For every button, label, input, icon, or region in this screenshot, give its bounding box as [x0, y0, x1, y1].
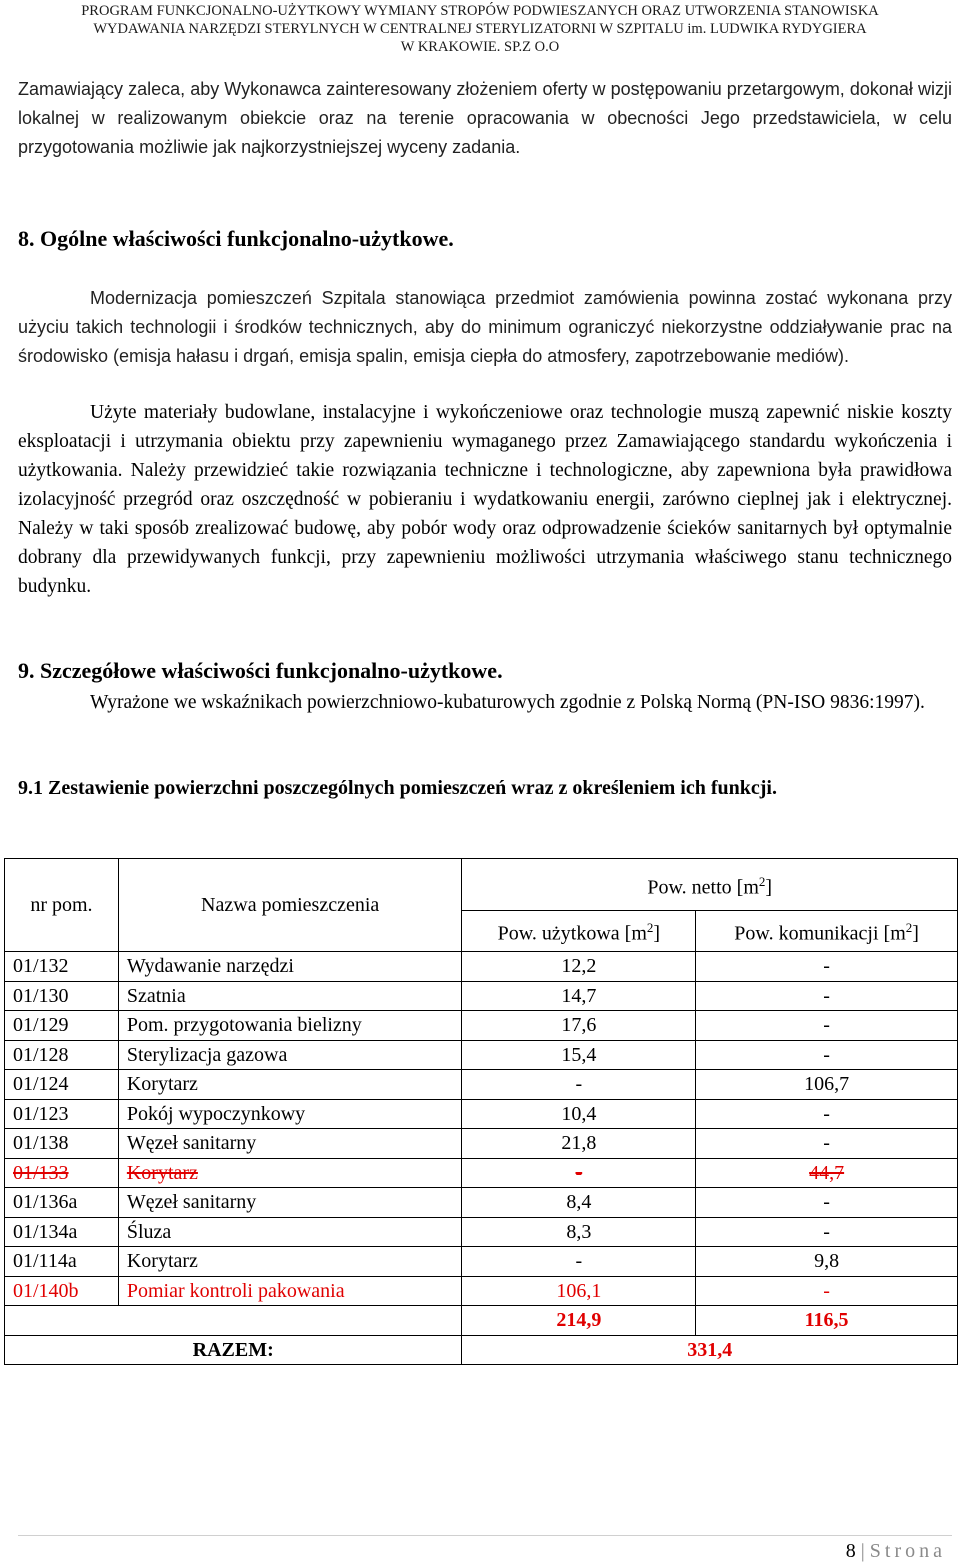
table-cell: Śluza	[118, 1217, 462, 1247]
page-footer	[846, 1540, 946, 1563]
table-row	[5, 1011, 958, 1041]
table-row-struck	[5, 1158, 958, 1188]
table-total-row	[5, 1335, 958, 1365]
footer-divider	[18, 1535, 952, 1536]
table-cell: 12,2	[462, 952, 696, 982]
table-row	[5, 1188, 958, 1218]
table-header-row	[5, 859, 958, 911]
table-cell: 01/132	[5, 952, 119, 982]
footer-strona: Strona	[869, 1540, 946, 1562]
table-cell: 106,7	[696, 1070, 958, 1100]
section-8-heading: 8. Ogólne właściwości funkcjonalno-użytkowe.	[18, 226, 454, 251]
table-cell: Szatnia	[118, 981, 462, 1011]
table-cell: 01/134a	[5, 1217, 119, 1247]
table-cell: Korytarz	[118, 1158, 462, 1188]
table-cell: Pomiar kontroli pakowania	[118, 1276, 462, 1306]
table-cell: 01/124	[5, 1070, 119, 1100]
table-row-highlighted	[5, 1276, 958, 1306]
table-cell: -	[696, 1099, 958, 1129]
table-cell: -	[462, 1247, 696, 1277]
header-net-area: Pow. netto $[m^2]$	[462, 859, 958, 911]
page-number: 8	[845, 1540, 856, 1562]
table-cell: 01/129	[5, 1011, 119, 1041]
section-9-heading: 9. Szczegółowe właściwości funkcjonalno-użytkowe.	[18, 658, 503, 683]
table-cell: Korytarz	[118, 1070, 462, 1100]
table-row	[5, 1099, 958, 1129]
sum-communication: 116,5	[696, 1306, 958, 1336]
table-cell: Korytarz	[118, 1247, 462, 1277]
header-name: Nazwa pomieszczenia	[118, 859, 462, 952]
section-8-paragraph-2: Użyte materiały budowlane, instalacyjne i wykończeniowe oraz technologie muszą zapewnić niskie koszty eksploatacji i utrzymania obiektu przy zapewnieniu wymaganego przez Zamawiającego standardu wykończenia i użytkowania. Należy przewidzieć takie rozwiązania techniczne i technologiczne, aby zapewniona była prawidłowa izolacyjność przegród oraz oszczędność w pobieraniu i wydatkowaniu energii, zarówno cieplnej jak i elektrycznej. Należy w taki sposób zrealizować budowę, aby pobór wody oraz odprowadzenie ścieków sanitarnych był optymalnie dobrany dla przewidywanych funkcji, przy zapewnieniu możliwości utrzymania właściwego stanu technicznego budynku.	[18, 402, 952, 597]
header-line-3: W KRAKOWIE. SP.Z O.O	[400, 39, 560, 55]
table-row	[5, 1040, 958, 1070]
table-cell: 44,7	[696, 1158, 958, 1188]
table-cell: -	[696, 952, 958, 982]
table-cell: -	[696, 981, 958, 1011]
sum-label-empty	[5, 1306, 462, 1336]
total-value: 331,4	[462, 1335, 958, 1365]
rooms-table	[4, 858, 958, 1365]
page-header	[0, 2, 960, 56]
table-row	[5, 952, 958, 982]
header-nr: nr pom.	[5, 859, 119, 952]
table-row	[5, 1247, 958, 1277]
table-cell: -	[696, 1011, 958, 1041]
header-line-2: WYDAWANIA NARZĘDZI STERYLNYCH W CENTRALNEJ STERYLIZATORNI W SZPITALU im. LUDWIKA RYDYGIERA	[93, 21, 867, 37]
table-row	[5, 981, 958, 1011]
header-line-1: PROGRAM FUNKCJONALNO-UŻYTKOWY WYMIANY STROPÓW PODWIESZANYCH ORAZ UTWORZENIA STANOWISKA	[81, 3, 879, 19]
table-cell: 01/136a	[5, 1188, 119, 1218]
table-cell: Pokój wypoczynkowy	[118, 1099, 462, 1129]
table-cell: 15,4	[462, 1040, 696, 1070]
table-cell: 01/133	[5, 1158, 119, 1188]
table-cell: -	[696, 1040, 958, 1070]
table-cell: 17,6	[462, 1011, 696, 1041]
table-cell: 01/130	[5, 981, 119, 1011]
sum-usable: 214,9	[462, 1306, 696, 1336]
section-9-paragraph: Wyrażone we wskaźnikach powierzchniowo-kubaturowych zgodnie z Polską Normą (PN-ISO 9836:1997).	[90, 692, 925, 713]
table-cell: 9,8	[696, 1247, 958, 1277]
table-cell: -	[462, 1158, 696, 1188]
table-cell: 8,4	[462, 1188, 696, 1218]
table-cell: 10,4	[462, 1099, 696, 1129]
table-row	[5, 1070, 958, 1100]
table-cell: Węzeł sanitarny	[118, 1129, 462, 1159]
section-9-1-heading: 9.1 Zestawienie powierzchni poszczególnych pomieszczeń wraz z określeniem ich funkcji.	[18, 777, 777, 799]
table-cell: -	[696, 1276, 958, 1306]
table-cell: 01/123	[5, 1099, 119, 1129]
table-cell: -	[696, 1217, 958, 1247]
section-8-paragraph-1: Modernizacja pomieszczeń Szpitala stanowiąca przedmiot zamówienia powinna zostać wykonana przy użyciu takich technologii i środków technicznych, aby do minimum ograniczyć niekorzystne oddziaływanie prac na środowisko (emisja hałasu i drgań, emisja spalin, emisja ciepła do atmosfery, zapotrzebowanie mediów).	[18, 288, 952, 366]
table-cell: 21,8	[462, 1129, 696, 1159]
table-sum-row	[5, 1306, 958, 1336]
table-cell: Wydawanie narzędzi	[118, 952, 462, 982]
table-cell: 14,7	[462, 981, 696, 1011]
table-cell: -	[696, 1129, 958, 1159]
table-cell: Sterylizacja gazowa	[118, 1040, 462, 1070]
footer-separator: |	[860, 1540, 865, 1562]
header-communication-area: Pow. komunikacji $[m^2]$	[696, 911, 958, 952]
table-cell: 8,3	[462, 1217, 696, 1247]
table-cell: -	[462, 1070, 696, 1100]
table-cell: -	[696, 1188, 958, 1218]
total-label: RAZEM:	[5, 1335, 462, 1365]
table-row	[5, 1129, 958, 1159]
table-row	[5, 1217, 958, 1247]
table-cell: Pom. przygotowania bielizny	[118, 1011, 462, 1041]
header-usable-area: Pow. użytkowa $[m^2]$	[462, 911, 696, 952]
intro-paragraph: Zamawiający zaleca, aby Wykonawca zainteresowany złożeniem oferty w postępowaniu przetargowym, dokonał wizji lokalnej w realizowanym obiekcie oraz na terenie opracowania w obecności Jego przedstawiciela, w celu przygotowania możliwie jak najkorzystniejszej wyceny zadania.	[18, 79, 952, 157]
table-cell: 01/138	[5, 1129, 119, 1159]
table-cell: Węzeł sanitarny	[118, 1188, 462, 1218]
table-cell: 01/128	[5, 1040, 119, 1070]
table-cell: 01/140b	[5, 1276, 119, 1306]
table-cell: 01/114a	[5, 1247, 119, 1277]
table-cell: 106,1	[462, 1276, 696, 1306]
